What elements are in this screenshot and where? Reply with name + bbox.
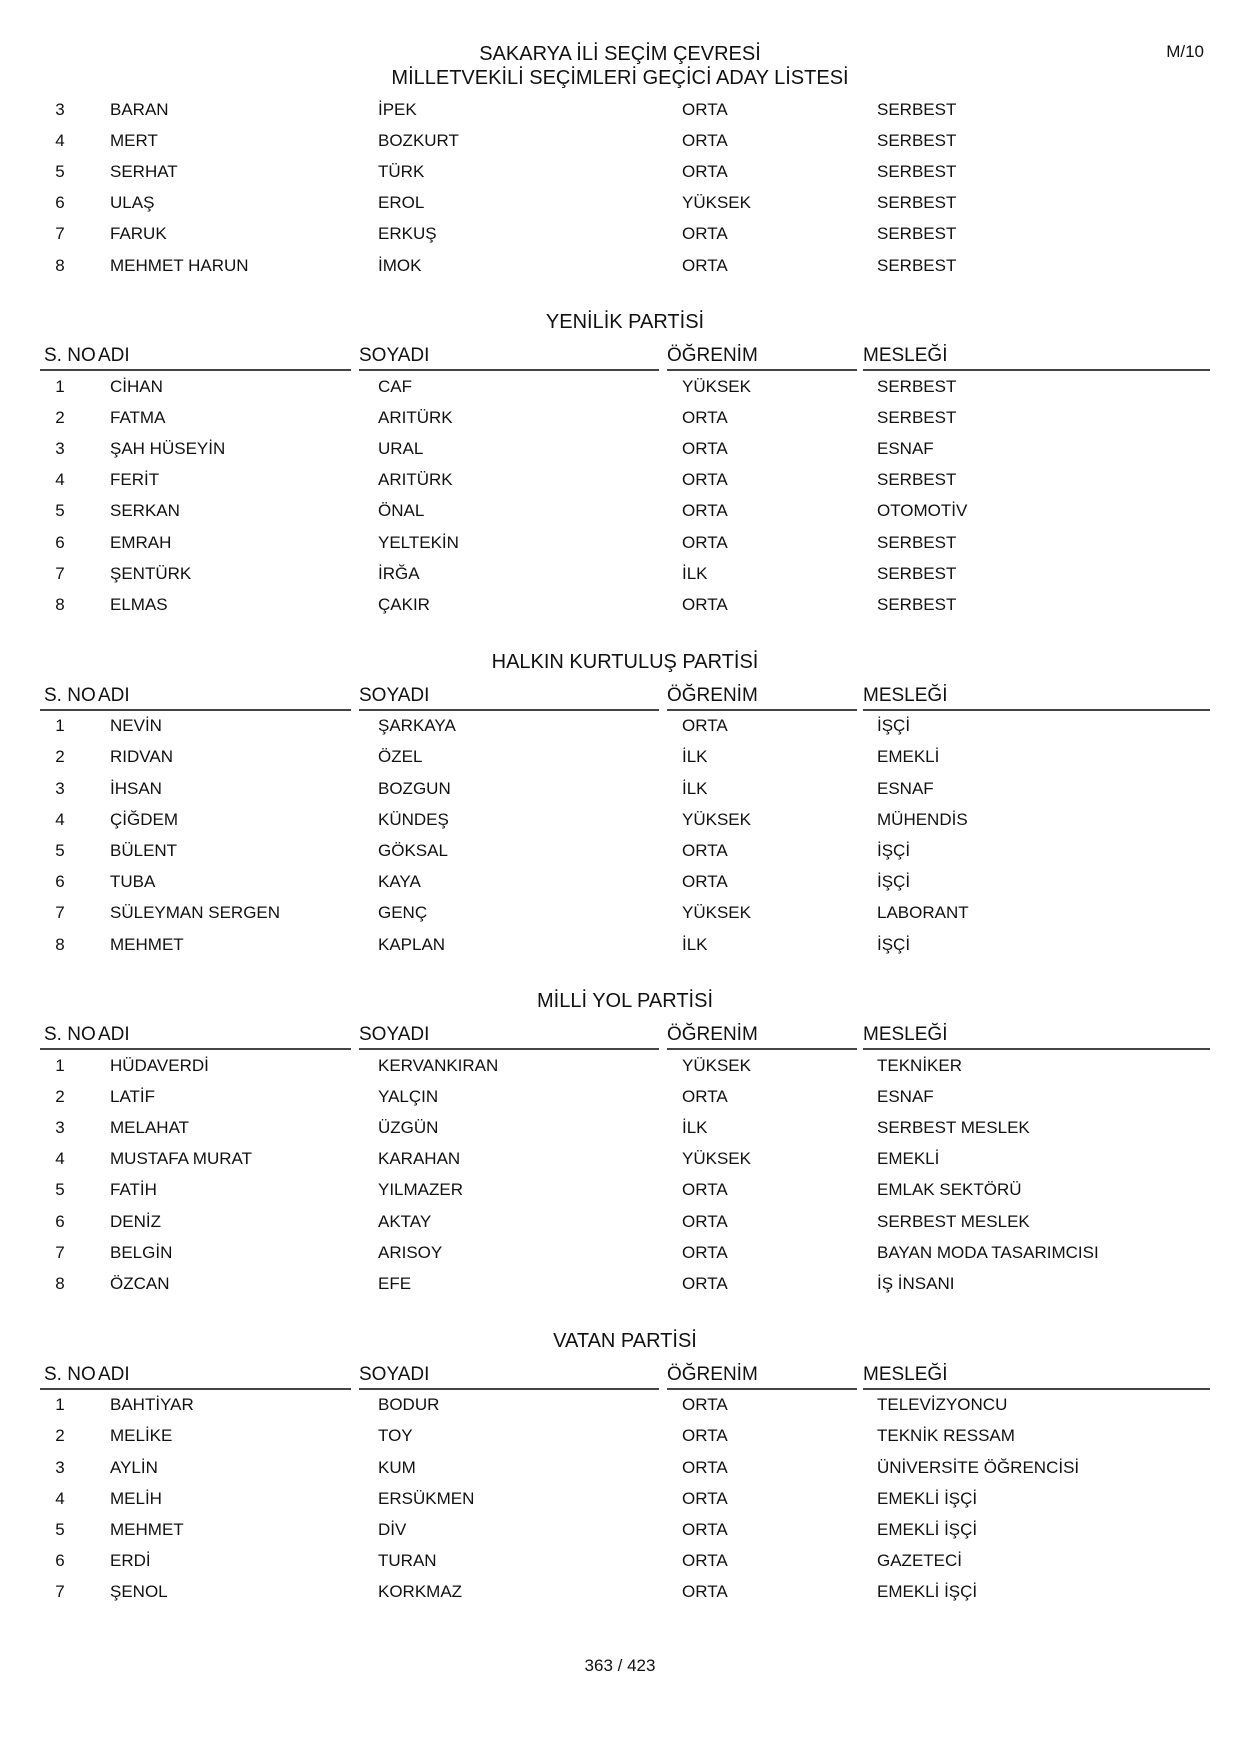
cell-meslegi: EMEKLİ İŞÇİ: [877, 1582, 978, 1602]
cell-adi: DENİZ: [110, 1211, 161, 1231]
table-header: [40, 1020, 1210, 1050]
cell-no: 6: [55, 193, 65, 213]
column-header-soyadi: SOYADI: [359, 1020, 659, 1050]
cell-no: 5: [55, 1519, 65, 1539]
table-row: [40, 434, 1210, 465]
cell-soyadi: KORKMAZ: [378, 1582, 463, 1602]
table-row: [40, 465, 1210, 496]
cell-soyadi: DİV: [378, 1519, 407, 1539]
cell-no: 2: [55, 1426, 65, 1446]
column-header-no: S. NO: [40, 1020, 98, 1050]
cell-adi: BELGİN: [110, 1242, 173, 1262]
cell-meslegi: EMEKLİ İŞÇİ: [877, 1488, 978, 1508]
cell-adi: MUSTAFA MURAT: [110, 1149, 252, 1169]
table-row: [40, 156, 1210, 187]
cell-adi: NEVİN: [110, 716, 162, 736]
cell-meslegi: EMLAK SEKTÖRÜ: [877, 1180, 1022, 1200]
cell-meslegi: SERBEST: [877, 255, 957, 275]
cell-soyadi: EFE: [378, 1274, 412, 1294]
cell-adi: ŞENOL: [110, 1582, 168, 1602]
cell-adi: EMRAH: [110, 532, 172, 552]
table-row: [40, 1421, 1210, 1452]
cell-soyadi: BOZKURT: [378, 130, 459, 150]
cell-ogrenim: ORTA: [682, 99, 728, 119]
cell-soyadi: İPEK: [378, 99, 417, 119]
cell-no: 4: [55, 1149, 65, 1169]
cell-no: 3: [55, 99, 65, 119]
cell-meslegi: ESNAF: [877, 778, 934, 798]
cell-meslegi: LABORANT: [877, 903, 969, 923]
page-code: M/10: [1166, 42, 1204, 61]
cell-ogrenim: ORTA: [682, 840, 728, 860]
cell-soyadi: YELTEKİN: [378, 532, 459, 552]
cell-meslegi: SERBEST MESLEK: [877, 1118, 1030, 1138]
cell-ogrenim: YÜKSEK: [682, 1055, 751, 1075]
cell-meslegi: EMEKLİ İŞÇİ: [877, 1519, 978, 1539]
cell-soyadi: ÖNAL: [378, 501, 425, 521]
party-title: YENİLİK PARTİSİ: [545, 311, 705, 334]
cell-soyadi: GÖKSAL: [378, 840, 448, 860]
cell-no: 7: [55, 1242, 65, 1262]
table-row: [40, 558, 1210, 589]
column-header-adi: ADI: [46, 1020, 351, 1050]
table-row: [40, 835, 1210, 866]
cell-soyadi: ERKUŞ: [378, 224, 437, 244]
table-row: [40, 1144, 1210, 1175]
cell-no: 7: [55, 1582, 65, 1602]
cell-ogrenim: ORTA: [682, 1211, 728, 1231]
cell-no: 4: [55, 1488, 65, 1508]
column-header-meslegi: MESLEĞİ: [863, 1360, 1210, 1390]
cell-meslegi: SERBEST: [877, 595, 957, 615]
column-header-ogrenim: ÖĞRENİM: [667, 681, 857, 711]
cell-ogrenim: ORTA: [682, 1426, 728, 1446]
cell-no: 6: [55, 872, 65, 892]
table-row: [40, 867, 1210, 898]
cell-adi: FERİT: [110, 470, 160, 490]
cell-soyadi: TURAN: [378, 1551, 437, 1571]
cell-no: 1: [55, 716, 65, 736]
cell-adi: FATİH: [110, 1180, 157, 1200]
cell-no: 1: [55, 1395, 65, 1415]
cell-meslegi: SERBEST MESLEK: [877, 1211, 1030, 1231]
cell-no: 8: [55, 255, 65, 275]
cell-adi: MELAHAT: [110, 1118, 190, 1138]
cell-adi: ÖZCAN: [110, 1274, 170, 1294]
cell-soyadi: YALÇIN: [378, 1086, 439, 1106]
cell-ogrenim: YÜKSEK: [682, 1149, 751, 1169]
page-number: 363 / 423: [584, 1656, 656, 1675]
column-header-no: S. NO: [40, 341, 98, 371]
cell-meslegi: TELEVİZYONCU: [877, 1395, 1008, 1415]
cell-meslegi: SERBEST: [877, 407, 957, 427]
cell-adi: MEHMET HARUN: [110, 255, 249, 275]
cell-no: 8: [55, 1274, 65, 1294]
cell-ogrenim: ORTA: [682, 224, 728, 244]
cell-soyadi: KARAHAN: [378, 1149, 461, 1169]
table-row: [40, 125, 1210, 156]
cell-soyadi: ARISOY: [378, 1242, 443, 1262]
cell-ogrenim: YÜKSEK: [682, 809, 751, 829]
party-title: HALKIN KURTULUŞ PARTİSİ: [491, 650, 759, 673]
table-row: [40, 1206, 1210, 1237]
column-header-no: S. NO: [40, 681, 98, 711]
cell-soyadi: ARITÜRK: [378, 470, 453, 490]
cell-adi: BÜLENT: [110, 840, 178, 860]
table-row: [40, 1483, 1210, 1514]
cell-ogrenim: İLK: [682, 1118, 708, 1138]
table-row: [40, 898, 1210, 929]
table-row: [40, 804, 1210, 835]
cell-no: 4: [55, 130, 65, 150]
cell-soyadi: ERSÜKMEN: [378, 1488, 475, 1508]
cell-adi: ŞENTÜRK: [110, 563, 192, 583]
cell-soyadi: EROL: [378, 193, 425, 213]
cell-meslegi: SERBEST: [877, 563, 957, 583]
cell-ogrenim: ORTA: [682, 1395, 728, 1415]
table-row: [40, 1081, 1210, 1112]
cell-ogrenim: ORTA: [682, 1519, 728, 1539]
cell-no: 5: [55, 161, 65, 181]
cell-ogrenim: ORTA: [682, 595, 728, 615]
cell-no: 3: [55, 778, 65, 798]
party-section: [40, 647, 1210, 961]
cell-soyadi: TÜRK: [378, 161, 425, 181]
header-line-2: MİLLETVEKİLİ SEÇİMLERİ GEÇİCİ ADAY LİSTESİ: [391, 67, 849, 89]
cell-adi: İHSAN: [110, 778, 162, 798]
cell-ogrenim: ORTA: [682, 1488, 728, 1508]
cell-soyadi: KERVANKIRAN: [378, 1055, 499, 1075]
cell-no: 5: [55, 501, 65, 521]
cell-adi: HÜDAVERDİ: [110, 1055, 209, 1075]
table-row: [40, 402, 1210, 433]
cell-adi: TUBA: [110, 872, 156, 892]
party-section: [40, 1326, 1210, 1608]
cell-soyadi: ARITÜRK: [378, 407, 453, 427]
cell-meslegi: İŞÇİ: [877, 840, 911, 860]
cell-adi: LATİF: [110, 1086, 156, 1106]
column-header-meslegi: MESLEĞİ: [863, 341, 1210, 371]
document-header: [0, 42, 1240, 90]
cell-soyadi: KAYA: [378, 872, 421, 892]
column-header-soyadi: SOYADI: [359, 341, 659, 371]
cell-no: 7: [55, 903, 65, 923]
cell-soyadi: BOZGUN: [378, 778, 451, 798]
cell-adi: ULAŞ: [110, 193, 155, 213]
cell-soyadi: YILMAZER: [378, 1180, 464, 1200]
table-row: [40, 1514, 1210, 1545]
table-row: [40, 1175, 1210, 1206]
cell-no: 1: [55, 376, 65, 396]
cell-ogrenim: ORTA: [682, 1582, 728, 1602]
cell-meslegi: SERBEST: [877, 224, 957, 244]
cell-soyadi: AKTAY: [378, 1211, 432, 1231]
cell-soyadi: CAF: [378, 376, 412, 396]
cell-meslegi: ESNAF: [877, 439, 934, 459]
cell-meslegi: OTOMOTİV: [877, 501, 968, 521]
cell-ogrenim: ORTA: [682, 501, 728, 521]
cell-soyadi: ÇAKIR: [378, 595, 430, 615]
cell-meslegi: BAYAN MODA TASARIMCISI: [877, 1242, 1099, 1262]
table-row: [40, 1113, 1210, 1144]
cell-adi: FATMA: [110, 407, 166, 427]
table-row: [40, 371, 1210, 402]
cell-no: 5: [55, 1180, 65, 1200]
cell-no: 6: [55, 532, 65, 552]
party-title: VATAN PARTİSİ: [553, 1329, 697, 1352]
cell-adi: BAHTİYAR: [110, 1395, 194, 1415]
party-title: MİLLİ YOL PARTİSİ: [537, 990, 713, 1013]
cell-ogrenim: ORTA: [682, 1086, 728, 1106]
cell-no: 6: [55, 1551, 65, 1571]
header-line-1: SAKARYA İLİ SEÇİM ÇEVRESİ: [479, 43, 761, 65]
table-row: [40, 1577, 1210, 1608]
cell-meslegi: SERBEST: [877, 99, 957, 119]
cell-no: 8: [55, 595, 65, 615]
cell-ogrenim: ORTA: [682, 1551, 728, 1571]
cell-adi: ŞAH HÜSEYİN: [110, 439, 226, 459]
cell-ogrenim: ORTA: [682, 1242, 728, 1262]
cell-ogrenim: İLK: [682, 563, 708, 583]
cell-no: 2: [55, 1086, 65, 1106]
cell-no: 1: [55, 1055, 65, 1075]
cell-adi: BARAN: [110, 99, 169, 119]
table-row: [40, 496, 1210, 527]
party-section: [40, 307, 1210, 621]
table-header: [40, 1360, 1210, 1390]
table-row: [40, 1546, 1210, 1577]
cell-adi: SERKAN: [110, 501, 180, 521]
cell-ogrenim: YÜKSEK: [682, 376, 751, 396]
table-row: [40, 1237, 1210, 1268]
cell-ogrenim: ORTA: [682, 1180, 728, 1200]
cell-soyadi: ŞARKAYA: [378, 716, 456, 736]
cell-ogrenim: ORTA: [682, 1274, 728, 1294]
cell-meslegi: TEKNİK RESSAM: [877, 1426, 1015, 1446]
cell-meslegi: İŞÇİ: [877, 934, 911, 954]
cell-ogrenim: ORTA: [682, 470, 728, 490]
cell-no: 7: [55, 224, 65, 244]
column-header-soyadi: SOYADI: [359, 681, 659, 711]
cell-ogrenim: ORTA: [682, 255, 728, 275]
cell-soyadi: TOY: [378, 1426, 413, 1446]
cell-meslegi: SERBEST: [877, 193, 957, 213]
cell-meslegi: TEKNİKER: [877, 1055, 963, 1075]
column-header-meslegi: MESLEĞİ: [863, 1020, 1210, 1050]
cell-soyadi: KÜNDEŞ: [378, 809, 449, 829]
cell-soyadi: GENÇ: [378, 903, 428, 923]
cell-meslegi: SERBEST: [877, 532, 957, 552]
cell-meslegi: İŞÇİ: [877, 872, 911, 892]
cell-adi: MELİH: [110, 1488, 162, 1508]
cell-meslegi: EMEKLİ: [877, 747, 940, 767]
table-row: [40, 773, 1210, 804]
cell-ogrenim: ORTA: [682, 1457, 728, 1477]
cell-meslegi: EMEKLİ: [877, 1149, 940, 1169]
table-row: [40, 250, 1210, 281]
cell-ogrenim: ORTA: [682, 130, 728, 150]
cell-ogrenim: ORTA: [682, 532, 728, 552]
cell-adi: FARUK: [110, 224, 167, 244]
cell-no: 4: [55, 470, 65, 490]
cell-adi: AYLİN: [110, 1457, 158, 1477]
cell-adi: SÜLEYMAN SERGEN: [110, 903, 281, 923]
cell-meslegi: ÜNİVERSİTE ÖĞRENCİSİ: [877, 1457, 1080, 1477]
cell-adi: CİHAN: [110, 376, 163, 396]
cell-adi: ERDİ: [110, 1551, 151, 1571]
column-header-meslegi: MESLEĞİ: [863, 681, 1210, 711]
table-row: [40, 742, 1210, 773]
cell-ogrenim: ORTA: [682, 716, 728, 736]
cell-no: 2: [55, 747, 65, 767]
table-row: [40, 1390, 1210, 1421]
cell-no: 3: [55, 1118, 65, 1138]
cell-soyadi: ÜZGÜN: [378, 1118, 439, 1138]
cell-meslegi: İŞÇİ: [877, 716, 911, 736]
cell-ogrenim: YÜKSEK: [682, 193, 751, 213]
cell-soyadi: URAL: [378, 439, 424, 459]
cell-adi: MEHMET: [110, 934, 184, 954]
cell-meslegi: SERBEST: [877, 470, 957, 490]
party-section: [40, 94, 1210, 281]
cell-soyadi: BODUR: [378, 1395, 440, 1415]
column-header-soyadi: SOYADI: [359, 1360, 659, 1390]
cell-adi: ÇİĞDEM: [110, 809, 178, 829]
cell-soyadi: İRĞA: [378, 563, 420, 583]
cell-no: 3: [55, 439, 65, 459]
table-header: [40, 341, 1210, 371]
cell-no: 8: [55, 934, 65, 954]
cell-ogrenim: İLK: [682, 778, 708, 798]
column-header-ogrenim: ÖĞRENİM: [667, 1360, 857, 1390]
cell-no: 3: [55, 1457, 65, 1477]
table-row: [40, 94, 1210, 125]
cell-ogrenim: İLK: [682, 747, 708, 767]
column-header-adi: ADI: [46, 681, 351, 711]
column-header-adi: ADI: [46, 1360, 351, 1390]
table-row: [40, 188, 1210, 219]
cell-adi: ELMAS: [110, 595, 168, 615]
cell-no: 4: [55, 809, 65, 829]
cell-no: 7: [55, 563, 65, 583]
cell-meslegi: SERBEST: [877, 376, 957, 396]
cell-ogrenim: ORTA: [682, 439, 728, 459]
cell-no: 2: [55, 407, 65, 427]
cell-adi: SERHAT: [110, 161, 178, 181]
cell-ogrenim: İLK: [682, 934, 708, 954]
column-header-ogrenim: ÖĞRENİM: [667, 341, 857, 371]
cell-ogrenim: ORTA: [682, 407, 728, 427]
cell-soyadi: İMOK: [378, 255, 422, 275]
table-row: [40, 219, 1210, 250]
column-header-no: S. NO: [40, 1360, 98, 1390]
table-header: [40, 681, 1210, 711]
cell-soyadi: KAPLAN: [378, 934, 446, 954]
cell-ogrenim: ORTA: [682, 161, 728, 181]
candidate-list: [40, 94, 1210, 1608]
cell-no: 6: [55, 1211, 65, 1231]
cell-soyadi: ÖZEL: [378, 747, 423, 767]
table-row: [40, 929, 1210, 960]
cell-adi: RIDVAN: [110, 747, 173, 767]
cell-meslegi: ESNAF: [877, 1086, 934, 1106]
cell-adi: MELİKE: [110, 1426, 173, 1446]
cell-soyadi: KUM: [378, 1457, 416, 1477]
cell-meslegi: GAZETECİ: [877, 1551, 963, 1571]
cell-meslegi: MÜHENDİS: [877, 809, 968, 829]
cell-ogrenim: ORTA: [682, 872, 728, 892]
cell-meslegi: SERBEST: [877, 130, 957, 150]
cell-ogrenim: YÜKSEK: [682, 903, 751, 923]
column-header-ogrenim: ÖĞRENİM: [667, 1020, 857, 1050]
cell-meslegi: SERBEST: [877, 161, 957, 181]
cell-adi: MEHMET: [110, 1519, 184, 1539]
cell-no: 5: [55, 840, 65, 860]
table-row: [40, 1268, 1210, 1299]
column-header-adi: ADI: [46, 341, 351, 371]
table-row: [40, 1050, 1210, 1081]
table-row: [40, 1452, 1210, 1483]
party-section: [40, 986, 1210, 1300]
table-row: [40, 711, 1210, 742]
cell-adi: MERT: [110, 130, 158, 150]
table-row: [40, 527, 1210, 558]
cell-meslegi: İŞ İNSANI: [877, 1274, 955, 1294]
table-row: [40, 589, 1210, 620]
